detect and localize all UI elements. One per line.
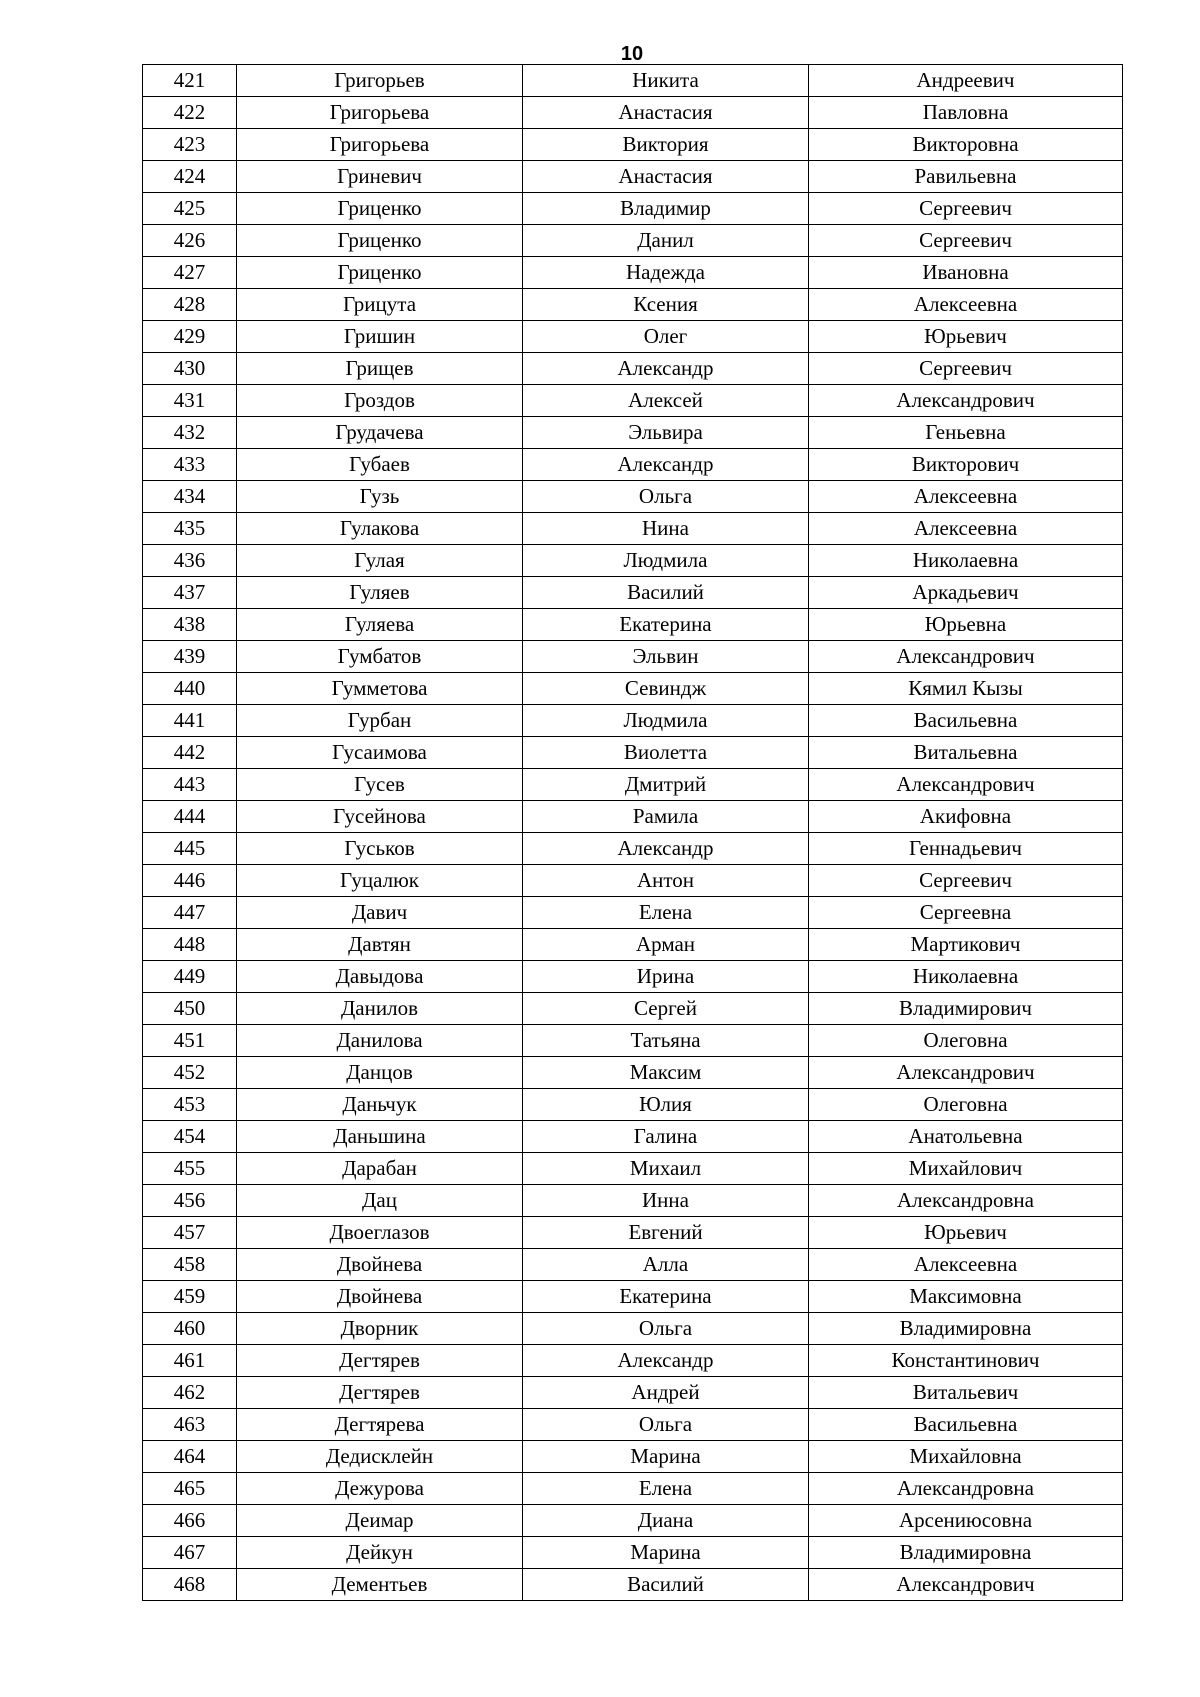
first-name-cell: Никита bbox=[523, 65, 809, 97]
patronymic-cell: Николаевна bbox=[809, 545, 1123, 577]
row-number-cell: 457 bbox=[143, 1217, 237, 1249]
patronymic-cell: Витальевич bbox=[809, 1377, 1123, 1409]
table-row bbox=[143, 97, 1123, 129]
table-row bbox=[143, 545, 1123, 577]
first-name-cell: Ольга bbox=[523, 1313, 809, 1345]
table-row bbox=[143, 289, 1123, 321]
last-name-cell: Гулая bbox=[237, 545, 523, 577]
patronymic-cell: Анатольевна bbox=[809, 1121, 1123, 1153]
first-name-cell: Людмила bbox=[523, 545, 809, 577]
last-name-cell: Дегтярев bbox=[237, 1345, 523, 1377]
first-name-cell: Олег bbox=[523, 321, 809, 353]
last-name-cell: Деимар bbox=[237, 1505, 523, 1537]
last-name-cell: Гусейнова bbox=[237, 801, 523, 833]
table-row bbox=[143, 1569, 1123, 1601]
table-row bbox=[143, 1537, 1123, 1569]
last-name-cell: Гусаимова bbox=[237, 737, 523, 769]
first-name-cell: Татьяна bbox=[523, 1025, 809, 1057]
table-row bbox=[143, 577, 1123, 609]
patronymic-cell: Владимировна bbox=[809, 1537, 1123, 1569]
row-number-cell: 447 bbox=[143, 897, 237, 929]
last-name-cell: Дегтярев bbox=[237, 1377, 523, 1409]
table-row bbox=[143, 1409, 1123, 1441]
last-name-cell: Даньшина bbox=[237, 1121, 523, 1153]
patronymic-cell: Максимовна bbox=[809, 1281, 1123, 1313]
patronymic-cell: Юрьевич bbox=[809, 1217, 1123, 1249]
last-name-cell: Григорьев bbox=[237, 65, 523, 97]
patronymic-cell: Андреевич bbox=[809, 65, 1123, 97]
row-number-cell: 424 bbox=[143, 161, 237, 193]
last-name-cell: Двойнева bbox=[237, 1281, 523, 1313]
patronymic-cell: Юрьевна bbox=[809, 609, 1123, 641]
row-number-cell: 449 bbox=[143, 961, 237, 993]
table-row bbox=[143, 737, 1123, 769]
row-number-cell: 467 bbox=[143, 1537, 237, 1569]
patronymic-cell: Васильевна bbox=[809, 705, 1123, 737]
patronymic-cell: Александрович bbox=[809, 1057, 1123, 1089]
row-number-cell: 444 bbox=[143, 801, 237, 833]
patronymic-cell: Юрьевич bbox=[809, 321, 1123, 353]
first-name-cell: Анастасия bbox=[523, 97, 809, 129]
first-name-cell: Ольга bbox=[523, 481, 809, 513]
patronymic-cell: Геньевна bbox=[809, 417, 1123, 449]
last-name-cell: Дегтярева bbox=[237, 1409, 523, 1441]
patronymic-cell: Александрович bbox=[809, 769, 1123, 801]
last-name-cell: Даньчук bbox=[237, 1089, 523, 1121]
first-name-cell: Михаил bbox=[523, 1153, 809, 1185]
table-row bbox=[143, 1281, 1123, 1313]
row-number-cell: 438 bbox=[143, 609, 237, 641]
patronymic-cell: Алексеевна bbox=[809, 1249, 1123, 1281]
first-name-cell: Галина bbox=[523, 1121, 809, 1153]
first-name-cell: Анастасия bbox=[523, 161, 809, 193]
last-name-cell: Гуськов bbox=[237, 833, 523, 865]
table-row bbox=[143, 1025, 1123, 1057]
table-row bbox=[143, 1217, 1123, 1249]
table-row bbox=[143, 641, 1123, 673]
row-number-cell: 427 bbox=[143, 257, 237, 289]
last-name-cell: Дежурова bbox=[237, 1473, 523, 1505]
table-row bbox=[143, 1473, 1123, 1505]
patronymic-cell: Николаевна bbox=[809, 961, 1123, 993]
row-number-cell: 422 bbox=[143, 97, 237, 129]
row-number-cell: 461 bbox=[143, 1345, 237, 1377]
table-row bbox=[143, 801, 1123, 833]
first-name-cell: Елена bbox=[523, 1473, 809, 1505]
row-number-cell: 430 bbox=[143, 353, 237, 385]
table-row bbox=[143, 481, 1123, 513]
last-name-cell: Гриценко bbox=[237, 193, 523, 225]
last-name-cell: Данилов bbox=[237, 993, 523, 1025]
last-name-cell: Двоеглазов bbox=[237, 1217, 523, 1249]
name-list-table bbox=[142, 64, 1123, 1601]
first-name-cell: Арман bbox=[523, 929, 809, 961]
first-name-cell: Андрей bbox=[523, 1377, 809, 1409]
row-number-cell: 429 bbox=[143, 321, 237, 353]
first-name-cell: Ксения bbox=[523, 289, 809, 321]
row-number-cell: 456 bbox=[143, 1185, 237, 1217]
patronymic-cell: Витальевна bbox=[809, 737, 1123, 769]
first-name-cell: Эльвира bbox=[523, 417, 809, 449]
table-row bbox=[143, 769, 1123, 801]
patronymic-cell: Сергеевна bbox=[809, 897, 1123, 929]
first-name-cell: Василий bbox=[523, 1569, 809, 1601]
last-name-cell: Грудачева bbox=[237, 417, 523, 449]
row-number-cell: 464 bbox=[143, 1441, 237, 1473]
patronymic-cell: Сергеевич bbox=[809, 225, 1123, 257]
table-row bbox=[143, 1345, 1123, 1377]
first-name-cell: Василий bbox=[523, 577, 809, 609]
last-name-cell: Гусев bbox=[237, 769, 523, 801]
patronymic-cell: Ивановна bbox=[809, 257, 1123, 289]
table-row bbox=[143, 129, 1123, 161]
last-name-cell: Губаев bbox=[237, 449, 523, 481]
patronymic-cell: Александрович bbox=[809, 385, 1123, 417]
row-number-cell: 428 bbox=[143, 289, 237, 321]
row-number-cell: 432 bbox=[143, 417, 237, 449]
first-name-cell: Александр bbox=[523, 833, 809, 865]
row-number-cell: 466 bbox=[143, 1505, 237, 1537]
row-number-cell: 423 bbox=[143, 129, 237, 161]
patronymic-cell: Геннадьевич bbox=[809, 833, 1123, 865]
table-row bbox=[143, 1121, 1123, 1153]
first-name-cell: Екатерина bbox=[523, 609, 809, 641]
last-name-cell: Дейкун bbox=[237, 1537, 523, 1569]
table-row bbox=[143, 417, 1123, 449]
row-number-cell: 460 bbox=[143, 1313, 237, 1345]
table-row bbox=[143, 1153, 1123, 1185]
first-name-cell: Антон bbox=[523, 865, 809, 897]
first-name-cell: Марина bbox=[523, 1537, 809, 1569]
table-row bbox=[143, 1089, 1123, 1121]
patronymic-cell: Алексеевна bbox=[809, 513, 1123, 545]
row-number-cell: 426 bbox=[143, 225, 237, 257]
table-row bbox=[143, 65, 1123, 97]
last-name-cell: Гумбатов bbox=[237, 641, 523, 673]
row-number-cell: 452 bbox=[143, 1057, 237, 1089]
last-name-cell: Гумметова bbox=[237, 673, 523, 705]
row-number-cell: 450 bbox=[143, 993, 237, 1025]
table-row bbox=[143, 385, 1123, 417]
table-row bbox=[143, 225, 1123, 257]
patronymic-cell: Олеговна bbox=[809, 1089, 1123, 1121]
table-row bbox=[143, 353, 1123, 385]
row-number-cell: 437 bbox=[143, 577, 237, 609]
last-name-cell: Гриневич bbox=[237, 161, 523, 193]
first-name-cell: Севиндж bbox=[523, 673, 809, 705]
table-row bbox=[143, 705, 1123, 737]
first-name-cell: Данил bbox=[523, 225, 809, 257]
patronymic-cell: Константинович bbox=[809, 1345, 1123, 1377]
first-name-cell: Александр bbox=[523, 449, 809, 481]
row-number-cell: 453 bbox=[143, 1089, 237, 1121]
page-number: 10 bbox=[620, 43, 644, 65]
first-name-cell: Максим bbox=[523, 1057, 809, 1089]
row-number-cell: 445 bbox=[143, 833, 237, 865]
last-name-cell: Гуляева bbox=[237, 609, 523, 641]
row-number-cell: 463 bbox=[143, 1409, 237, 1441]
row-number-cell: 465 bbox=[143, 1473, 237, 1505]
first-name-cell: Виктория bbox=[523, 129, 809, 161]
row-number-cell: 440 bbox=[143, 673, 237, 705]
row-number-cell: 436 bbox=[143, 545, 237, 577]
last-name-cell: Данцов bbox=[237, 1057, 523, 1089]
table-row bbox=[143, 897, 1123, 929]
patronymic-cell: Сергеевич bbox=[809, 865, 1123, 897]
table-row bbox=[143, 257, 1123, 289]
patronymic-cell: Олеговна bbox=[809, 1025, 1123, 1057]
table-row bbox=[143, 1505, 1123, 1537]
last-name-cell: Гузь bbox=[237, 481, 523, 513]
first-name-cell: Эльвин bbox=[523, 641, 809, 673]
first-name-cell: Екатерина bbox=[523, 1281, 809, 1313]
row-number-cell: 458 bbox=[143, 1249, 237, 1281]
patronymic-cell: Александровна bbox=[809, 1185, 1123, 1217]
table-row bbox=[143, 161, 1123, 193]
patronymic-cell: Кямил Кызы bbox=[809, 673, 1123, 705]
last-name-cell: Грищев bbox=[237, 353, 523, 385]
first-name-cell: Инна bbox=[523, 1185, 809, 1217]
last-name-cell: Грицута bbox=[237, 289, 523, 321]
table-row bbox=[143, 193, 1123, 225]
patronymic-cell: Васильевна bbox=[809, 1409, 1123, 1441]
first-name-cell: Людмила bbox=[523, 705, 809, 737]
patronymic-cell: Михайлович bbox=[809, 1153, 1123, 1185]
last-name-cell: Давтян bbox=[237, 929, 523, 961]
last-name-cell: Дедисклейн bbox=[237, 1441, 523, 1473]
first-name-cell: Алексей bbox=[523, 385, 809, 417]
first-name-cell: Надежда bbox=[523, 257, 809, 289]
table-row bbox=[143, 961, 1123, 993]
row-number-cell: 435 bbox=[143, 513, 237, 545]
patronymic-cell: Александрович bbox=[809, 641, 1123, 673]
last-name-cell: Гришин bbox=[237, 321, 523, 353]
table-row bbox=[143, 1377, 1123, 1409]
row-number-cell: 421 bbox=[143, 65, 237, 97]
row-number-cell: 442 bbox=[143, 737, 237, 769]
first-name-cell: Рамила bbox=[523, 801, 809, 833]
row-number-cell: 454 bbox=[143, 1121, 237, 1153]
name-list-body bbox=[143, 65, 1123, 1601]
table-row bbox=[143, 929, 1123, 961]
row-number-cell: 468 bbox=[143, 1569, 237, 1601]
table-row bbox=[143, 609, 1123, 641]
patronymic-cell: Сергеевич bbox=[809, 353, 1123, 385]
row-number-cell: 425 bbox=[143, 193, 237, 225]
table-row bbox=[143, 1441, 1123, 1473]
patronymic-cell: Александровна bbox=[809, 1473, 1123, 1505]
row-number-cell: 431 bbox=[143, 385, 237, 417]
last-name-cell: Данилова bbox=[237, 1025, 523, 1057]
first-name-cell: Ирина bbox=[523, 961, 809, 993]
first-name-cell: Евгений bbox=[523, 1217, 809, 1249]
table-row bbox=[143, 1057, 1123, 1089]
table-row bbox=[143, 1249, 1123, 1281]
last-name-cell: Гриценко bbox=[237, 225, 523, 257]
patronymic-cell: Акифовна bbox=[809, 801, 1123, 833]
first-name-cell: Алла bbox=[523, 1249, 809, 1281]
last-name-cell: Давич bbox=[237, 897, 523, 929]
table-row bbox=[143, 1313, 1123, 1345]
row-number-cell: 448 bbox=[143, 929, 237, 961]
patronymic-cell: Владимировна bbox=[809, 1313, 1123, 1345]
last-name-cell: Двойнева bbox=[237, 1249, 523, 1281]
patronymic-cell: Аркадьевич bbox=[809, 577, 1123, 609]
last-name-cell: Дац bbox=[237, 1185, 523, 1217]
first-name-cell: Александр bbox=[523, 353, 809, 385]
first-name-cell: Марина bbox=[523, 1441, 809, 1473]
patronymic-cell: Алексеевна bbox=[809, 481, 1123, 513]
patronymic-cell: Викторовна bbox=[809, 129, 1123, 161]
row-number-cell: 441 bbox=[143, 705, 237, 737]
table-row bbox=[143, 1185, 1123, 1217]
table-row bbox=[143, 673, 1123, 705]
patronymic-cell: Викторович bbox=[809, 449, 1123, 481]
row-number-cell: 434 bbox=[143, 481, 237, 513]
last-name-cell: Гурбан bbox=[237, 705, 523, 737]
last-name-cell: Григорьева bbox=[237, 129, 523, 161]
first-name-cell: Владимир bbox=[523, 193, 809, 225]
last-name-cell: Дворник bbox=[237, 1313, 523, 1345]
patronymic-cell: Владимирович bbox=[809, 993, 1123, 1025]
last-name-cell: Гриценко bbox=[237, 257, 523, 289]
patronymic-cell: Мартикович bbox=[809, 929, 1123, 961]
table-row bbox=[143, 833, 1123, 865]
first-name-cell: Виолетта bbox=[523, 737, 809, 769]
row-number-cell: 433 bbox=[143, 449, 237, 481]
last-name-cell: Дарабан bbox=[237, 1153, 523, 1185]
row-number-cell: 446 bbox=[143, 865, 237, 897]
first-name-cell: Нина bbox=[523, 513, 809, 545]
patronymic-cell: Арсениюсовна bbox=[809, 1505, 1123, 1537]
table-row bbox=[143, 513, 1123, 545]
patronymic-cell: Сергеевич bbox=[809, 193, 1123, 225]
table-row bbox=[143, 993, 1123, 1025]
first-name-cell: Ольга bbox=[523, 1409, 809, 1441]
first-name-cell: Юлия bbox=[523, 1089, 809, 1121]
last-name-cell: Дементьев bbox=[237, 1569, 523, 1601]
table-row bbox=[143, 321, 1123, 353]
patronymic-cell: Алексеевна bbox=[809, 289, 1123, 321]
last-name-cell: Давыдова bbox=[237, 961, 523, 993]
patronymic-cell: Александрович bbox=[809, 1569, 1123, 1601]
patronymic-cell: Павловна bbox=[809, 97, 1123, 129]
patronymic-cell: Равильевна bbox=[809, 161, 1123, 193]
first-name-cell: Сергей bbox=[523, 993, 809, 1025]
row-number-cell: 451 bbox=[143, 1025, 237, 1057]
first-name-cell: Дмитрий bbox=[523, 769, 809, 801]
row-number-cell: 455 bbox=[143, 1153, 237, 1185]
table-row bbox=[143, 865, 1123, 897]
first-name-cell: Диана bbox=[523, 1505, 809, 1537]
row-number-cell: 459 bbox=[143, 1281, 237, 1313]
row-number-cell: 462 bbox=[143, 1377, 237, 1409]
row-number-cell: 439 bbox=[143, 641, 237, 673]
patronymic-cell: Михайловна bbox=[809, 1441, 1123, 1473]
row-number-cell: 443 bbox=[143, 769, 237, 801]
first-name-cell: Александр bbox=[523, 1345, 809, 1377]
last-name-cell: Григорьева bbox=[237, 97, 523, 129]
last-name-cell: Гуляев bbox=[237, 577, 523, 609]
table-row bbox=[143, 449, 1123, 481]
first-name-cell: Елена bbox=[523, 897, 809, 929]
last-name-cell: Гуцалюк bbox=[237, 865, 523, 897]
last-name-cell: Гроздов bbox=[237, 385, 523, 417]
last-name-cell: Гулакова bbox=[237, 513, 523, 545]
